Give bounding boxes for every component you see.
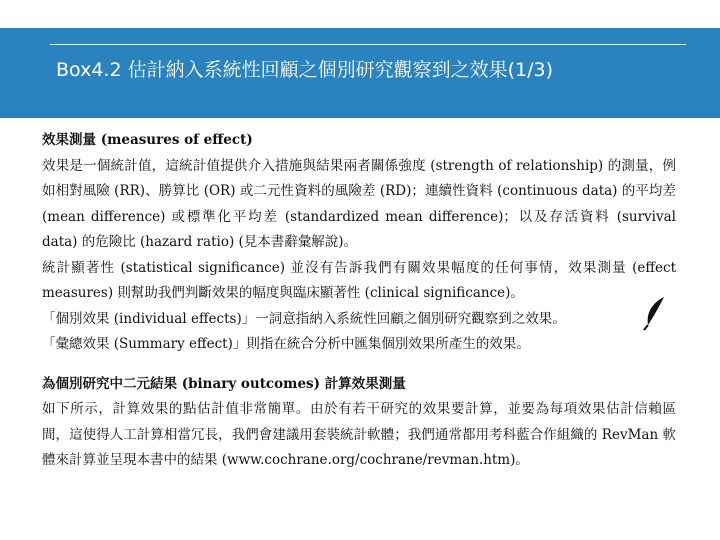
paragraph-statistical-significance: 統計顯著性 (statistical significance) 並沒有告訴我們有關效果幅度的任何事情，效果測量 (effect measures) 則幫助我們判斷效果的幅度與臨床顯著性 (clinical significance)。	[42, 259, 676, 301]
quill-mark-icon	[640, 295, 668, 331]
section-heading-measures-of-effect: 效果測量 (measures of effect)	[42, 132, 253, 148]
paragraph-individual-effects: 「個別效果 (individual effects)」一詞意指納入系統性回顧之個別研究觀察到之效果。	[42, 310, 566, 327]
section-heading-binary-outcomes: 為個別研究中二元結果 (binary outcomes) 計算效果測量	[42, 375, 406, 392]
title-divider	[50, 44, 686, 45]
slide-title: Box4.2 估計納入系統性回顧之個別研究觀察到之效果(1/3)	[56, 59, 553, 81]
paragraph-binary-outcomes: 如下所示，計算效果的點估計值非常簡單。由於有若干研究的效果要計算，並要為每項效果估計信賴區間，這使得人工計算相當冗長，我們會建議用套裝統計軟體；我們通常都用考科藍合作組織的 RevMan 軟體來計算並呈現本書中的結果 (www.cochrane.org/cochrane/revman.htm)。	[42, 401, 676, 468]
section-spacer	[42, 358, 676, 372]
slide-body	[42, 128, 676, 474]
paragraph-effect-definition: 效果是一個統計值，這統計值提供介入措施與結果兩者關係強度 (strength of relationship) 的測量，例如相對風險 (RR)、勝算比 (OR) 或二元性資料的風險差 (RD)；連續性資料 (continuous data) 的平均差 (mean difference) 或標準化平均差 (standardized mean difference)；以及存活資料 (survival data) 的危險比 (hazard ratio) (見本書辭彙解說)。	[42, 157, 676, 250]
paragraph-summary-effect: 「彙總效果 (Summary effect)」則指在統合分析中匯集個別效果所產生的效果。	[42, 336, 530, 352]
